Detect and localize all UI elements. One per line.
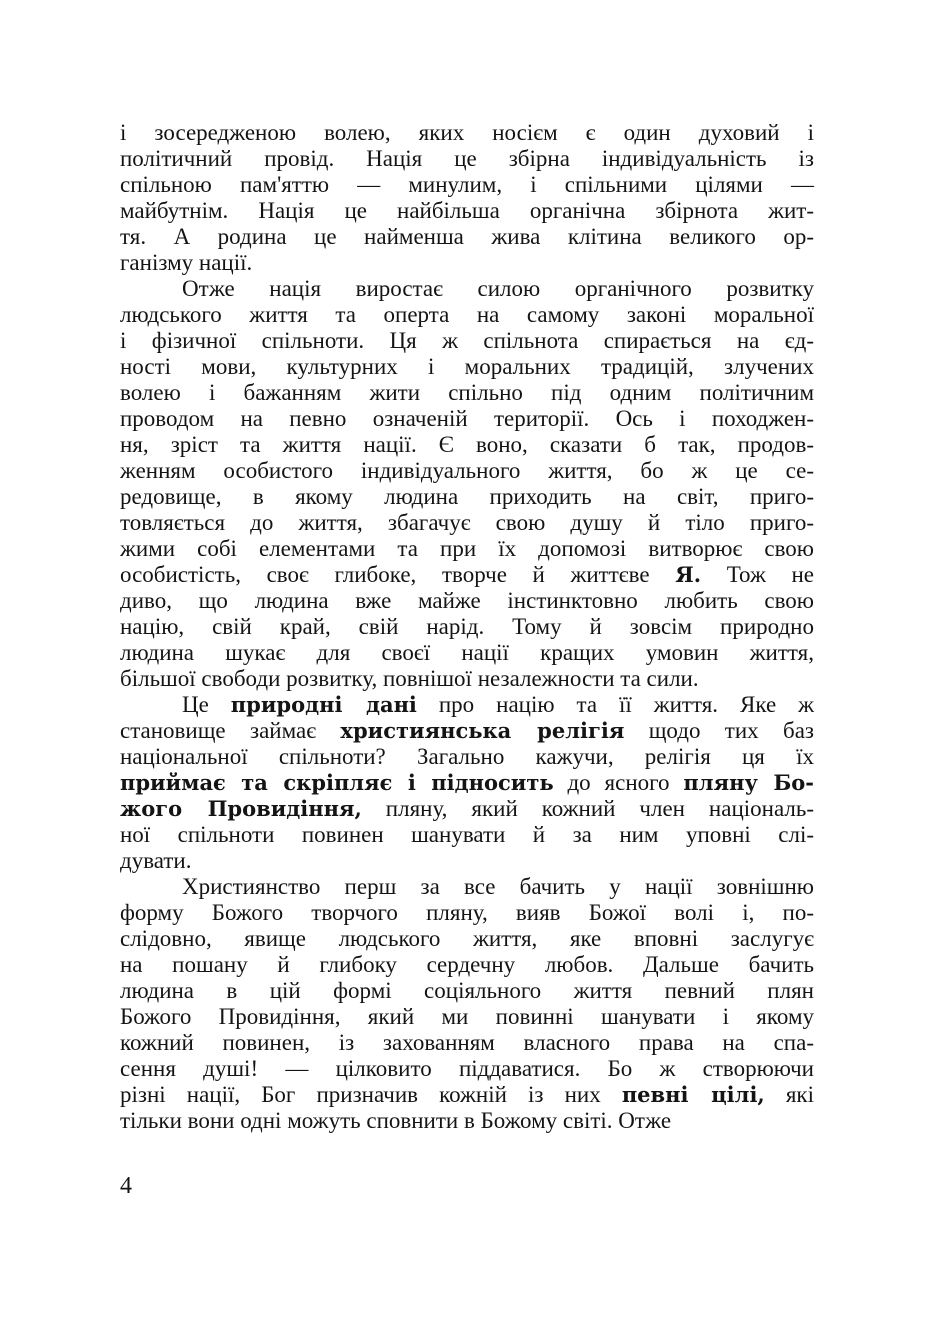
text-segment: до ясного: [553, 770, 684, 795]
text-segment: пляну, який кожний член національ-: [361, 796, 814, 821]
text-segment: Отже нація виростає силою органічного розвитку: [182, 276, 814, 301]
text-segment: жими собі елементами та при їх допомозі витворює свою: [120, 536, 814, 561]
text-line: [120, 874, 814, 900]
text-line: [120, 1082, 814, 1108]
text-line: [120, 328, 814, 354]
text-line: [120, 770, 814, 796]
text-segment: людина в цій формі соціяльного життя певний плян: [120, 978, 814, 1003]
text-segment: Християнство перш за все бачить у нації зовнішню: [182, 874, 814, 899]
text-line: [120, 796, 814, 822]
text-line: [120, 484, 814, 510]
text-segment: різні нації, Бог призначив кожній із них: [120, 1082, 622, 1107]
text-line: [120, 1108, 814, 1134]
text-line: [120, 1004, 814, 1030]
text-line: [120, 822, 814, 848]
text-segment: Божого Провидіння, який ми повинні шанувати і якому: [120, 1004, 814, 1029]
text-line: [120, 952, 814, 978]
paragraph: [120, 276, 814, 692]
text-segment: людського життя та оперта на самому законі моральної: [120, 302, 814, 327]
text-line: [120, 380, 814, 406]
text-line: [120, 588, 814, 614]
text-segment: про націю та її життя. Яке ж: [416, 692, 814, 717]
text-line: [120, 666, 814, 692]
text-segment: волею і бажанням жити спільно під одним політичним: [120, 380, 814, 405]
text-line: [120, 432, 814, 458]
text-line: [120, 536, 814, 562]
text-line: [120, 276, 814, 302]
bold-phrase: природні дані: [230, 692, 417, 717]
text-line: [120, 250, 814, 276]
text-line: [120, 744, 814, 770]
bold-phrase: приймає та скріпляє і підносить: [120, 770, 554, 795]
text-line: [120, 510, 814, 536]
text-segment: Тож не: [701, 562, 815, 587]
text-segment: на пошану й глибоку сердечну любов. Дальше бачить: [120, 952, 814, 977]
text-line: [120, 978, 814, 1004]
text-line: [120, 302, 814, 328]
paragraph: [120, 120, 814, 276]
text-line: [120, 640, 814, 666]
text-segment: щодо тих баз: [624, 718, 815, 743]
text-segment: товляється до життя, збагачує свою душу й тіло приго-: [120, 510, 814, 535]
text-line: [120, 926, 814, 952]
text-segment: диво, що людина вже майже інстинктовно любить свою: [120, 588, 814, 613]
text-segment: національної спільноти? Загально кажучи, релігія ця їх: [120, 744, 814, 769]
text-segment: ної спільноти повинен шанувати й за ним уповні слі-: [120, 822, 814, 847]
page-body-text: [120, 120, 814, 1134]
text-segment: становище займає: [120, 718, 341, 743]
text-line: [120, 224, 814, 250]
text-segment: майбутнім. Нація це найбільша органічна збірнота жит-: [120, 198, 814, 223]
text-segment: тільки вони одні можуть сповнити в Божому світі. Отже: [120, 1108, 672, 1133]
text-line: [120, 692, 814, 718]
bold-phrase: Я.: [675, 562, 702, 587]
text-segment: дувати.: [120, 848, 192, 873]
text-line: [120, 406, 814, 432]
text-line: [120, 1056, 814, 1082]
text-segment: ня, зріст та життя нації. Є воно, сказати б так, продов-: [120, 432, 814, 457]
text-segment: ганізму нації.: [120, 250, 253, 275]
text-line: [120, 900, 814, 926]
text-line: [120, 354, 814, 380]
paragraph: [120, 692, 814, 874]
text-segment: особистість, своє глибоке, творче й життєве: [120, 562, 676, 587]
text-segment: Це: [182, 692, 231, 717]
text-segment: слідовно, явище людського життя, яке вповні заслугує: [120, 926, 814, 951]
text-segment: людина шукає для своєї нації кращих умовин життя,: [120, 640, 814, 665]
text-segment: кожний повинен, із захованням власного права на спа-: [120, 1030, 814, 1055]
text-segment: ності мови, культурних і моральних традицій, злучених: [120, 354, 814, 379]
bold-phrase: жого Провидіння,: [120, 796, 362, 821]
text-line: [120, 458, 814, 484]
text-segment: і фізичної спільноти. Ця ж спільнота спирається на єд-: [120, 328, 814, 353]
text-segment: редовище, в якому людина приходить на світ, приго-: [120, 484, 814, 509]
text-segment: і зосередженою волею, яких носієм є один духовий і: [120, 120, 814, 145]
text-segment: спільною пам'яттю — минулим, і спільними цілями —: [120, 172, 814, 197]
paragraph: [120, 874, 814, 1134]
text-line: [120, 614, 814, 640]
text-line: [120, 718, 814, 744]
page-number: 4: [120, 1173, 132, 1199]
text-line: [120, 120, 814, 146]
text-segment: тя. А родина це найменша жива клітина великого ор-: [120, 224, 814, 249]
text-line: [120, 1030, 814, 1056]
text-line: [120, 172, 814, 198]
text-segment: політичний провід. Нація це збірна індивідуальність із: [120, 146, 814, 171]
text-line: [120, 198, 814, 224]
text-segment: женням особистого індивідуального життя, бо ж це се-: [120, 458, 814, 483]
bold-phrase: пляну Бо-: [683, 770, 814, 795]
text-segment: проводом на певно означеній території. Ось і походжен-: [120, 406, 814, 431]
text-segment: сення душі! — цілковито піддаватися. Бо ж створюючи: [120, 1056, 814, 1081]
text-segment: націю, свій край, свій нарід. Тому й зовсім природно: [120, 614, 814, 639]
bold-phrase: християнська релігія: [340, 718, 625, 743]
text-line: [120, 848, 814, 874]
text-segment: які: [764, 1082, 814, 1107]
bold-phrase: певні цілі,: [621, 1082, 765, 1107]
text-line: [120, 146, 814, 172]
text-segment: більшої свободи розвитку, повнішої незалежности та сили.: [120, 666, 699, 691]
text-segment: форму Божого творчого пляну, вияв Божої волі і, по-: [120, 900, 814, 925]
text-line: [120, 562, 814, 588]
